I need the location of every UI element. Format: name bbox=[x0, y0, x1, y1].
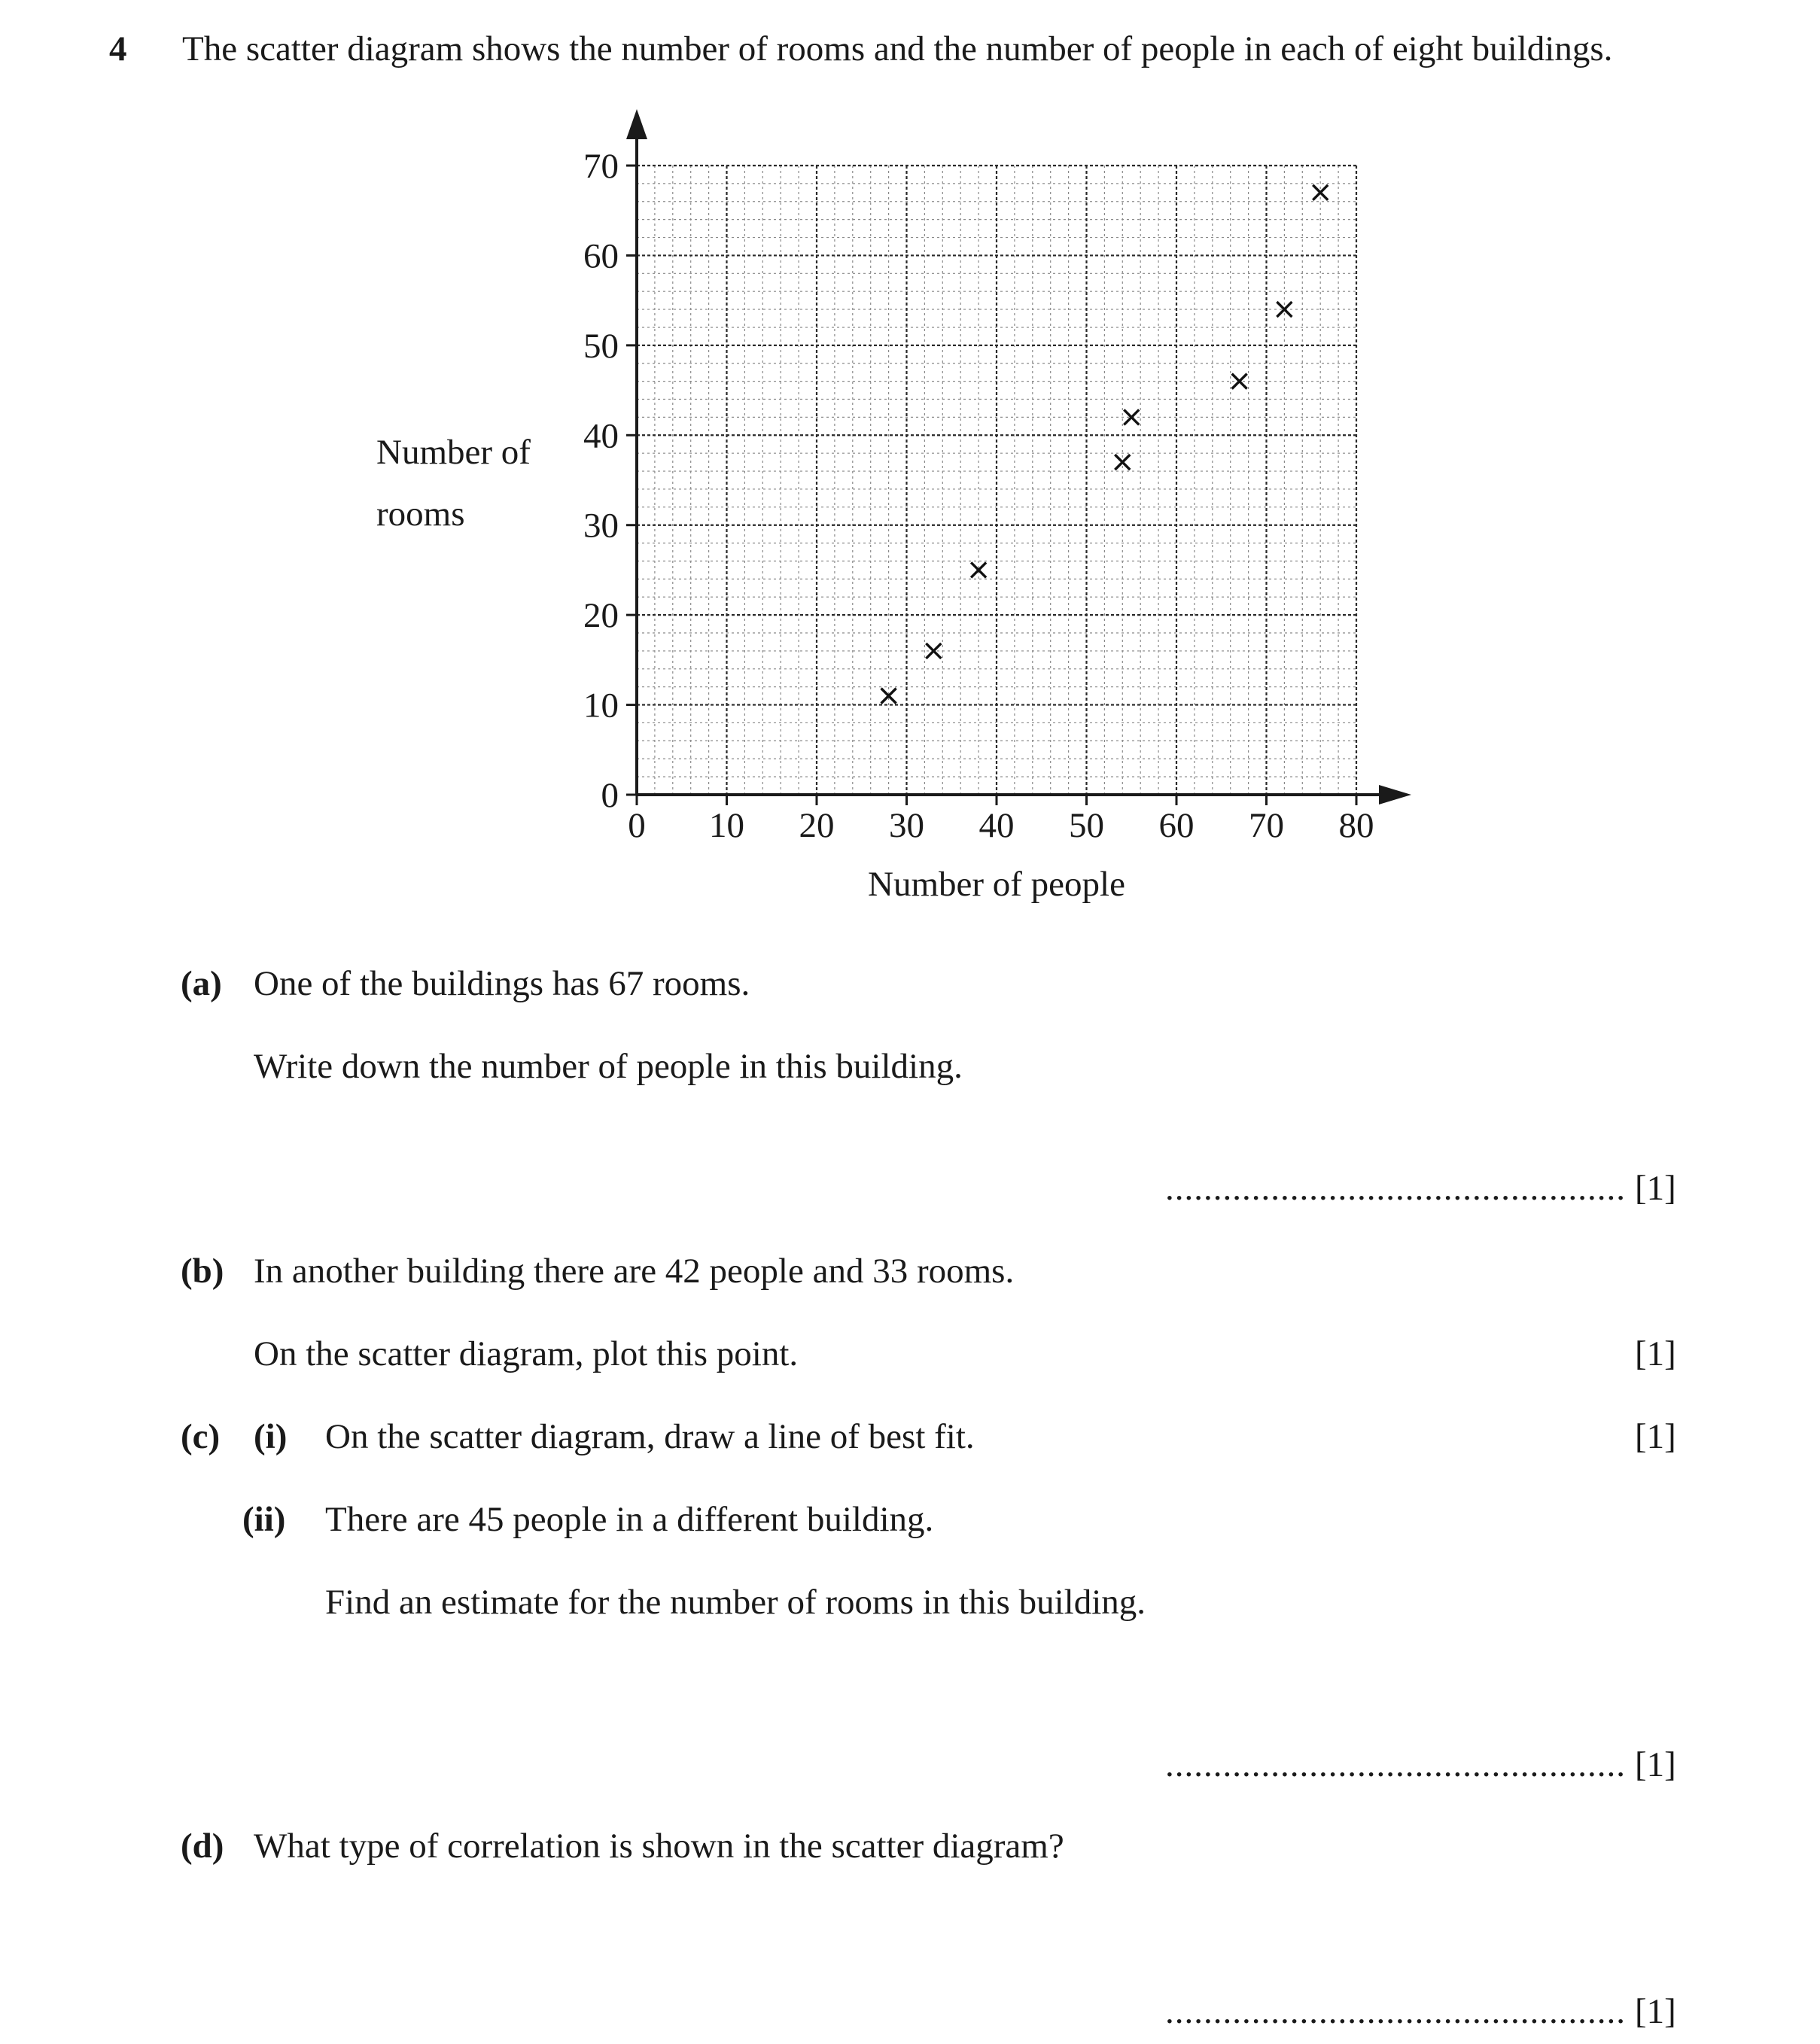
part-d-text: What type of correlation is shown in the scatter diagram? bbox=[254, 1827, 1064, 1866]
y-axis-label-line2: rooms bbox=[376, 494, 465, 534]
part-c-i-text: On the scatter diagram, draw a line of best fit. bbox=[325, 1417, 975, 1456]
x-axis-label: Number of people bbox=[868, 865, 1125, 904]
part-d-answer-line[interactable]: ................................................ bbox=[1165, 1992, 1626, 2031]
tick-marks bbox=[626, 166, 1356, 805]
part-c-ii-line1: There are 45 people in a different building. bbox=[325, 1500, 934, 1539]
data-point-cross bbox=[1124, 409, 1139, 424]
y-tick-label: 70 bbox=[583, 147, 619, 186]
part-a-marks: [1] bbox=[1635, 1169, 1676, 1208]
x-axis-arrow-icon bbox=[1379, 785, 1411, 805]
x-tick-label: 70 bbox=[1249, 806, 1284, 845]
y-tick-label: 60 bbox=[583, 236, 619, 276]
y-axis-label-line1: Number of bbox=[376, 433, 531, 472]
question-stem: The scatter diagram shows the number of rooms and the number of people in each of eight buildings. bbox=[182, 29, 1613, 68]
part-b-line1: In another building there are 42 people and 33 rooms. bbox=[254, 1252, 1015, 1291]
x-tick-label: 40 bbox=[978, 806, 1015, 845]
y-tick-label: 10 bbox=[583, 686, 619, 725]
y-tick-label: 20 bbox=[583, 596, 619, 636]
part-c-ii-label: (ii) bbox=[242, 1500, 286, 1539]
y-tick-label: 40 bbox=[583, 416, 619, 456]
y-axis-arrow-icon bbox=[626, 109, 647, 139]
x-tick-label: 30 bbox=[889, 806, 924, 845]
part-b-label: (b) bbox=[181, 1252, 224, 1291]
axes bbox=[626, 109, 1411, 805]
part-a-line1: One of the buildings has 67 rooms. bbox=[254, 964, 750, 1003]
part-d-marks: [1] bbox=[1635, 1992, 1676, 2031]
x-tick-label: 80 bbox=[1338, 806, 1374, 845]
part-a-line2: Write down the number of people in this building. bbox=[254, 1047, 963, 1086]
part-c-label: (c) bbox=[181, 1417, 221, 1456]
y-tick-label: 0 bbox=[601, 776, 619, 815]
y-tick-label: 50 bbox=[583, 326, 619, 366]
data-point-cross bbox=[881, 689, 896, 704]
part-a-answer-line[interactable]: ................................................ bbox=[1165, 1169, 1626, 1208]
part-c-ii-line2: Find an estimate for the number of rooms in this building. bbox=[325, 1583, 1146, 1622]
x-tick-label: 50 bbox=[1069, 806, 1104, 845]
scatter-diagram[interactable] bbox=[0, 0, 1820, 941]
part-c-i-label: (i) bbox=[254, 1417, 288, 1456]
part-d-label: (d) bbox=[181, 1827, 224, 1866]
data-point-cross bbox=[971, 562, 986, 577]
part-c-ii-marks: [1] bbox=[1635, 1745, 1676, 1784]
part-c-i-marks: [1] bbox=[1635, 1417, 1676, 1456]
x-tick-label: 20 bbox=[799, 806, 835, 845]
grid-major-lines bbox=[637, 166, 1356, 795]
x-tick-label: 10 bbox=[709, 806, 744, 845]
part-a-label: (a) bbox=[181, 964, 222, 1003]
part-b-line2: On the scatter diagram, plot this point. bbox=[254, 1334, 799, 1373]
part-c-ii-answer-line[interactable]: ................................................ bbox=[1165, 1745, 1626, 1784]
y-tick-label: 30 bbox=[583, 506, 619, 546]
question-number: 4 bbox=[109, 29, 127, 68]
x-tick-label: 0 bbox=[628, 806, 646, 845]
part-b-marks: [1] bbox=[1635, 1334, 1676, 1373]
x-tick-label: 60 bbox=[1158, 806, 1195, 845]
